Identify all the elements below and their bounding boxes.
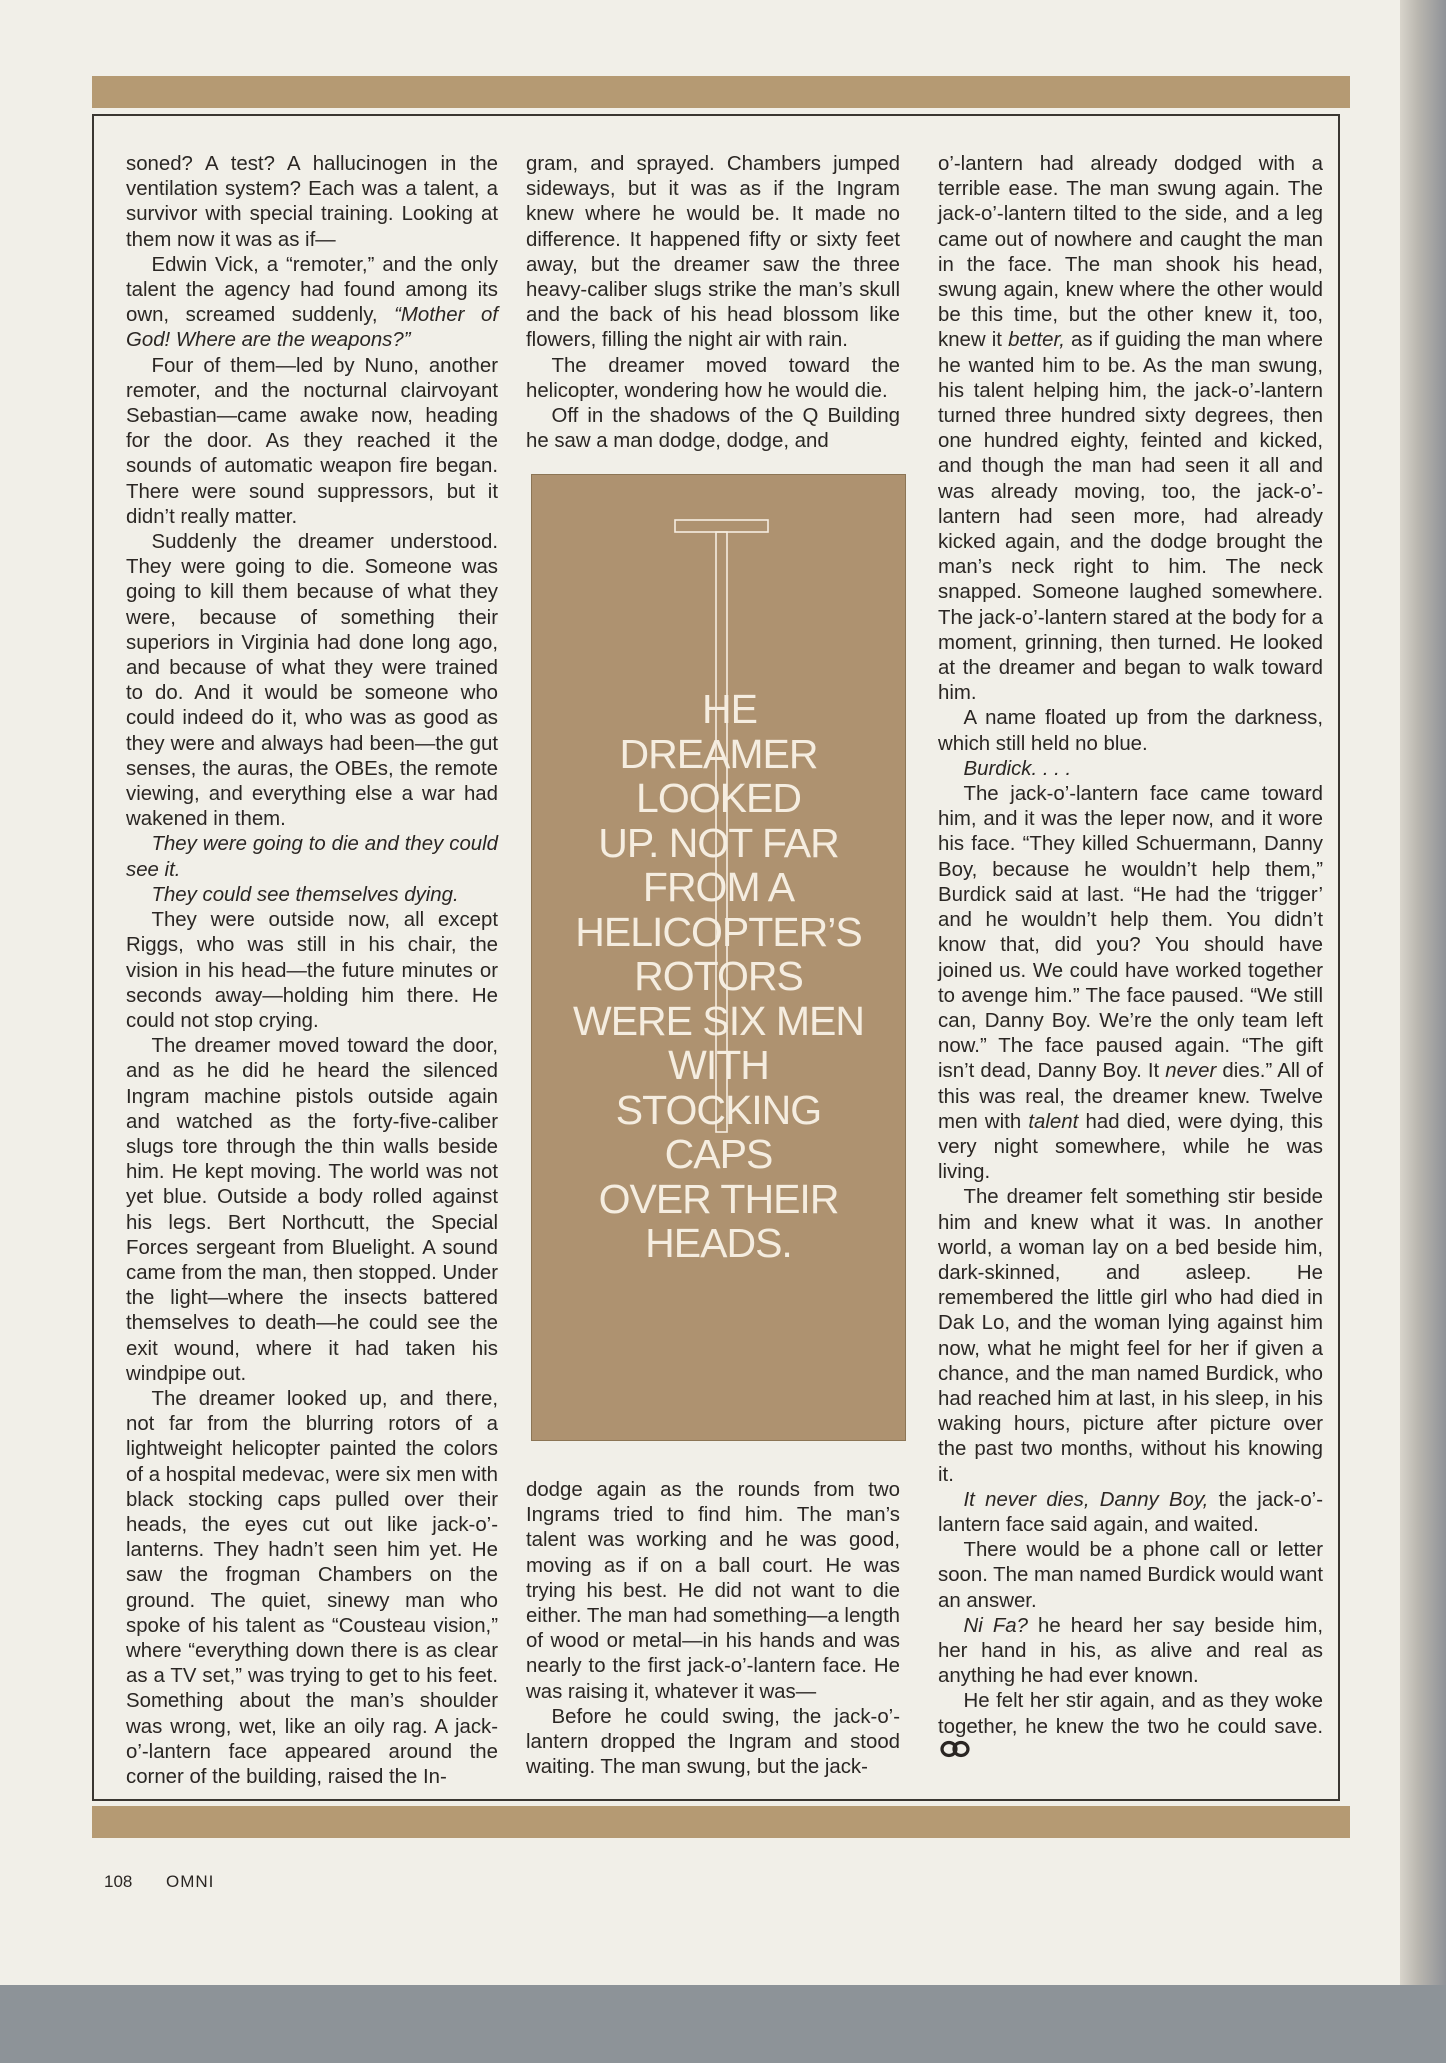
pull-quote-line: FROM A	[642, 864, 795, 910]
paragraph: They could see themselves dying.	[151, 883, 459, 906]
paragraph: Four of them—led by Nuno, another remoter, and the nocturnal clairvoyant Sebastian—came awake now, heading for the door. As they reached it the sounds of automatic weapon fire began. There were sound suppressors, but it didn’t really matter.	[126, 354, 498, 528]
page-edge-shadow	[1400, 0, 1446, 1985]
column-2-top	[526, 152, 900, 454]
paragraph: Before he could swing, the jack-o’-lantern dropped the Ingram and stood waiting. The man swung, but the jack-	[526, 1705, 900, 1779]
paragraph: dodge again as the rounds from two Ingrams tried to find him. The man’s talent was working and he was good, moving as if on a ball court. He was trying his best. He did not want to die either. The man had something—a length of wood or metal—in his hands and was nearly to the first jack-o’-lantern face. He was raising it, whatever it was—	[526, 1479, 900, 1703]
page-number: 108	[104, 1872, 133, 1891]
paragraph: They were going to die and they could see it.	[126, 833, 498, 881]
paragraph: soned? A test? A hallucinogen in the ventilation system? Each was a talent, a survivor with special training. Looking at them now it was as if—	[126, 153, 498, 251]
pull-quote-line: WITH	[668, 1042, 769, 1088]
column-3	[938, 152, 1323, 1765]
omni-end-mark-icon	[940, 1740, 970, 1758]
paragraph: There would be a phone call or letter soon. The man named Burdick would want an answer.	[938, 1539, 1323, 1612]
pull-quote-line: HELICOPTER’S	[575, 908, 862, 955]
paragraph: Suddenly the dreamer understood. They were going to die. Someone was going to kill them because of what they were, because of something their superiors in Virginia had done long ago, and because of what they were trained to do. And it would be someone who could indeed do it, who was as good as they were and always had been—the gut senses, the auras, the OBEs, the remote viewing, and everything else a war had wakened in them.	[126, 531, 498, 831]
pull-quote-line: CAPS	[664, 1131, 773, 1177]
paragraph: o’-lantern had already dodged with a terrible ease. The man swung again. The jack-o’-lantern tilted to the side, and a leg came out of nowhere and caught the man in the face. The man shook his head, swung again, knew where the other would be this time, but the other knew it, too, knew it better, as if guiding the man where he wanted him to be. As the man swung, his talent helping him, the jack-o’-lantern turned three hundred sixty degrees, then one hundred eighty, feinted and kicked, and though the man had seen it all and was already moving, too, the jack-o’-lantern had seen more, had already kicked again, and the dodge brought the man’s neck right to him. The neck snapped. Someone laughed somewhere. The jack-o’-lantern stared at the body for a moment, grinning, then turned. He looked at the dreamer and began to walk toward him.	[938, 153, 1323, 705]
paragraph: The dreamer looked up, and there, not far from the blurring rotors of a lightweight helicopter painted the colors of a hospital medevac, were six men with black stocking caps pulled over their heads, the eyes cut out like jack-o’-lanterns. They hadn’t seen him yet. He saw the frogman Chambers on the ground. The quiet, sinewy man who spoke of his talent as “Cousteau vision,” where “everything down there is as clear as a TV set,” was trying to get to his feet. Something about the man’s shoulder was wrong, wet, like an oily rag. A jack-o’-lantern face appeared around the corner of the building, raised the In-	[126, 1387, 498, 1788]
column-2-bottom	[526, 1478, 900, 1780]
paragraph: Ni Fa? he heard her say beside him, her hand in his, as alive and real as anything he had ever known.	[938, 1614, 1323, 1688]
paragraph: A name floated up from the darkness, which still held no blue.	[938, 707, 1323, 755]
magazine-name: OMNI	[166, 1872, 215, 1891]
pull-quote-line: HE	[702, 686, 757, 732]
paragraph: The dreamer felt something stir beside him and knew what it was. In another world, a woman lay on a bed beside him, dark-skinned, and asleep. He remembered the little girl who had died in Dak Lo, and the woman lying against him now, what he might feel for her if given a chance, and the man named Burdick, who had reached him at last, in his sleep, in his waking hours, picture after picture over the past two months, without his knowing it.	[938, 1186, 1323, 1486]
top-decorative-band	[92, 76, 1350, 108]
pull-quote-text	[532, 687, 905, 1266]
paragraph: The jack-o’-lantern face came toward him, and it was the leper now, and it wore his face. “They killed Schuermann, Danny Boy, because he wouldn’t help them,” Burdick said at last. “He had the ‘trigger’ and he wouldn’t help them. You didn’t know that, did you? You should have joined us. We could have worked together to avenge him.” The face paused. “We still can, Danny Boy. We’re the only team left now.” The face paused again. “The gift isn’t dead, Danny Boy. It never dies.” All of this was real, the dreamer knew. Twelve men with talent had died, were dying, this very night somewhere, while he was living.	[938, 783, 1323, 1184]
paragraph: It never dies, Danny Boy, the jack-o’-lantern face said again, and waited.	[938, 1488, 1323, 1536]
paragraph: The dreamer moved toward the helicopter, wondering how he would die.	[526, 354, 900, 402]
paragraph: The dreamer moved toward the door, and as he did he heard the silenced Ingram machine pistols outside again and watched as the forty-five-caliber slugs tore through the thin walls beside him. He kept moving. The world was not yet blue. Outside a body rolled against his legs. Bert Northcutt, the Special Forces sergeant from Bluelight. A sound came from the man, then stopped. Under the light—where the insects battered themselves to death—he could see the exit wound, where it had taken his windpipe out.	[126, 1035, 498, 1385]
paragraph: Burdick. . . .	[963, 757, 1072, 780]
paragraph: They were outside now, all except Riggs, who was still in his chair, the vision in his head—the future minutes or seconds away—holding him there. He could not stop crying.	[126, 909, 498, 1032]
scan-background	[0, 1985, 1446, 2063]
paragraph: He felt her stir again, and as they woke together, he knew the two he could save.	[938, 1689, 1323, 1765]
pull-quote-line: WERE SIX MEN	[573, 997, 864, 1044]
pull-quote-line: ROTORS	[634, 953, 803, 999]
pull-quote-line: HEADS.	[645, 1220, 792, 1266]
paragraph: Off in the shadows of the Q Building he saw a man dodge, dodge, and	[526, 405, 900, 453]
pull-quote-line: LOOKED	[636, 775, 801, 821]
pull-quote-line: UP. NOT FAR	[598, 819, 839, 866]
bottom-decorative-band	[92, 1806, 1350, 1838]
pull-quote-box	[531, 474, 906, 1441]
paragraph: gram, and sprayed. Chambers jumped sideways, but it was as if the Ingram knew where he would be. It made no difference. It happened fifty or sixty feet away, but the dreamer saw the three heavy-caliber slugs strike the man’s skull and the back of his head blossom like flowers, filling the night air with rain.	[526, 153, 900, 352]
pull-quote-line: DREAMER	[619, 730, 818, 777]
pull-quote-line: OVER THEIR	[598, 1175, 839, 1222]
pull-quote-line: STOCKING	[615, 1086, 822, 1133]
paragraph: Edwin Vick, a “remoter,” and the only talent the agency had found among its own, screamed suddenly, “Mother of God! Where are the weapons?”	[126, 253, 498, 352]
column-1	[126, 152, 498, 1790]
